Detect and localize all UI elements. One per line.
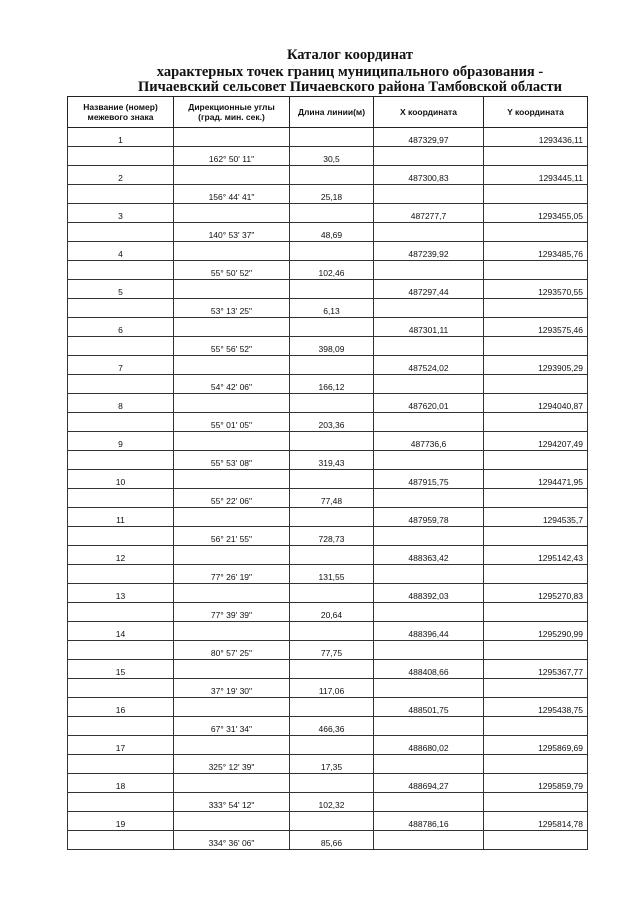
point-row — [68, 774, 588, 793]
segment-row — [68, 717, 588, 736]
line-length: 203,36 — [290, 413, 374, 432]
point-name: 19 — [68, 812, 174, 831]
empty-cell — [484, 565, 588, 584]
empty-cell — [174, 394, 290, 413]
direction-angle: 55° 56' 52" — [174, 337, 290, 356]
empty-cell — [68, 223, 174, 242]
empty-cell — [174, 166, 290, 185]
empty-cell — [484, 489, 588, 508]
empty-cell — [374, 375, 484, 394]
x-coordinate: 487297,44 — [374, 280, 484, 299]
empty-cell — [290, 166, 374, 185]
empty-cell — [374, 641, 484, 660]
point-row — [68, 318, 588, 337]
y-coordinate: 1294207,49 — [484, 432, 588, 451]
empty-cell — [290, 698, 374, 717]
segment-row — [68, 185, 588, 204]
empty-cell — [290, 470, 374, 489]
segment-row — [68, 603, 588, 622]
x-coordinate: 487915,75 — [374, 470, 484, 489]
point-name: 8 — [68, 394, 174, 413]
point-row — [68, 204, 588, 223]
table-header-row — [68, 97, 588, 128]
point-row — [68, 546, 588, 565]
x-coordinate: 487301,11 — [374, 318, 484, 337]
direction-angle: 54° 42' 06" — [174, 375, 290, 394]
point-name: 6 — [68, 318, 174, 337]
document-title: Каталог координат — [286, 47, 414, 63]
empty-cell — [68, 641, 174, 660]
empty-cell — [290, 622, 374, 641]
coordinates-table — [67, 96, 588, 850]
point-row — [68, 508, 588, 527]
y-coordinate: 1293905,29 — [484, 356, 588, 375]
point-row — [68, 470, 588, 489]
y-coordinate: 1295142,43 — [484, 546, 588, 565]
empty-cell — [290, 318, 374, 337]
header-y-coordinate: Y координата — [484, 97, 588, 128]
y-coordinate: 1294535,7 — [484, 508, 588, 527]
direction-angle: 77° 26' 19" — [174, 565, 290, 584]
empty-cell — [374, 147, 484, 166]
empty-cell — [374, 717, 484, 736]
empty-cell — [484, 679, 588, 698]
direction-angle: 77° 39' 39" — [174, 603, 290, 622]
line-length: 77,48 — [290, 489, 374, 508]
point-name: 4 — [68, 242, 174, 261]
empty-cell — [68, 185, 174, 204]
line-length: 6,13 — [290, 299, 374, 318]
empty-cell — [484, 603, 588, 622]
point-name: 9 — [68, 432, 174, 451]
direction-angle: 56° 21' 55" — [174, 527, 290, 546]
empty-cell — [68, 413, 174, 432]
empty-cell — [174, 584, 290, 603]
direction-angle: 55° 22' 06" — [174, 489, 290, 508]
x-coordinate: 488501,75 — [374, 698, 484, 717]
empty-cell — [174, 280, 290, 299]
empty-cell — [68, 755, 174, 774]
header-direction-angle: Дирекционные углы (град. мин. сек.) — [174, 97, 290, 128]
point-row — [68, 584, 588, 603]
line-length: 319,43 — [290, 451, 374, 470]
line-length: 728,73 — [290, 527, 374, 546]
empty-cell — [68, 147, 174, 166]
empty-cell — [484, 413, 588, 432]
segment-row — [68, 831, 588, 850]
x-coordinate: 487277,7 — [374, 204, 484, 223]
line-length: 48,69 — [290, 223, 374, 242]
empty-cell — [374, 527, 484, 546]
direction-angle: 37° 19' 30" — [174, 679, 290, 698]
direction-angle: 140° 53' 37" — [174, 223, 290, 242]
segment-row — [68, 451, 588, 470]
direction-angle: 156° 44' 41" — [174, 185, 290, 204]
y-coordinate: 1293436,11 — [484, 128, 588, 147]
empty-cell — [68, 793, 174, 812]
empty-cell — [374, 261, 484, 280]
empty-cell — [290, 280, 374, 299]
empty-cell — [68, 527, 174, 546]
empty-cell — [374, 489, 484, 508]
empty-cell — [290, 432, 374, 451]
empty-cell — [68, 261, 174, 280]
segment-row — [68, 375, 588, 394]
empty-cell — [290, 736, 374, 755]
empty-cell — [174, 736, 290, 755]
document-subtitle-line-2: Пичаевский сельсовет Пичаевского района Тамбовской области — [137, 79, 563, 95]
line-length: 102,46 — [290, 261, 374, 280]
empty-cell — [290, 508, 374, 527]
empty-cell — [484, 375, 588, 394]
segment-row — [68, 565, 588, 584]
empty-cell — [174, 128, 290, 147]
y-coordinate: 1295859,79 — [484, 774, 588, 793]
empty-cell — [174, 356, 290, 375]
x-coordinate: 487329,97 — [374, 128, 484, 147]
segment-row — [68, 793, 588, 812]
empty-cell — [174, 204, 290, 223]
line-length: 102,32 — [290, 793, 374, 812]
empty-cell — [174, 508, 290, 527]
point-name: 3 — [68, 204, 174, 223]
empty-cell — [484, 261, 588, 280]
empty-cell — [374, 299, 484, 318]
empty-cell — [374, 755, 484, 774]
point-row — [68, 698, 588, 717]
empty-cell — [484, 831, 588, 850]
empty-cell — [290, 204, 374, 223]
empty-cell — [374, 185, 484, 204]
line-length: 17,35 — [290, 755, 374, 774]
point-row — [68, 356, 588, 375]
empty-cell — [290, 242, 374, 261]
empty-cell — [174, 470, 290, 489]
segment-row — [68, 299, 588, 318]
point-name: 1 — [68, 128, 174, 147]
point-row — [68, 812, 588, 831]
empty-cell — [174, 774, 290, 793]
empty-cell — [374, 793, 484, 812]
point-row — [68, 128, 588, 147]
empty-cell — [374, 337, 484, 356]
y-coordinate: 1295367,77 — [484, 660, 588, 679]
line-length: 77,75 — [290, 641, 374, 660]
direction-angle: 162° 50' 11" — [174, 147, 290, 166]
y-coordinate: 1293455,05 — [484, 204, 588, 223]
line-length: 131,55 — [290, 565, 374, 584]
y-coordinate: 1295814,78 — [484, 812, 588, 831]
x-coordinate: 487300,83 — [374, 166, 484, 185]
point-row — [68, 432, 588, 451]
y-coordinate: 1295869,69 — [484, 736, 588, 755]
line-length: 20,64 — [290, 603, 374, 622]
empty-cell — [290, 356, 374, 375]
segment-row — [68, 261, 588, 280]
direction-angle: 53° 13' 25" — [174, 299, 290, 318]
empty-cell — [174, 660, 290, 679]
segment-row — [68, 413, 588, 432]
empty-cell — [290, 660, 374, 679]
empty-cell — [290, 812, 374, 831]
empty-cell — [484, 185, 588, 204]
empty-cell — [68, 299, 174, 318]
point-row — [68, 280, 588, 299]
point-name: 13 — [68, 584, 174, 603]
empty-cell — [174, 622, 290, 641]
empty-cell — [374, 679, 484, 698]
x-coordinate: 488396,44 — [374, 622, 484, 641]
line-length: 25,18 — [290, 185, 374, 204]
segment-row — [68, 223, 588, 242]
empty-cell — [484, 299, 588, 318]
y-coordinate: 1293485,76 — [484, 242, 588, 261]
point-row — [68, 736, 588, 755]
x-coordinate: 488680,02 — [374, 736, 484, 755]
empty-cell — [484, 527, 588, 546]
line-length: 30,5 — [290, 147, 374, 166]
empty-cell — [484, 755, 588, 774]
point-row — [68, 242, 588, 261]
direction-angle: 333° 54' 12" — [174, 793, 290, 812]
y-coordinate: 1293445,11 — [484, 166, 588, 185]
point-name: 17 — [68, 736, 174, 755]
empty-cell — [68, 717, 174, 736]
line-length: 117,06 — [290, 679, 374, 698]
point-name: 5 — [68, 280, 174, 299]
point-name: 2 — [68, 166, 174, 185]
x-coordinate: 488694,27 — [374, 774, 484, 793]
point-row — [68, 166, 588, 185]
line-length: 166,12 — [290, 375, 374, 394]
x-coordinate: 487239,92 — [374, 242, 484, 261]
empty-cell — [68, 451, 174, 470]
empty-cell — [174, 242, 290, 261]
point-name: 14 — [68, 622, 174, 641]
empty-cell — [290, 394, 374, 413]
document-subtitle-line-1: характерных точек границ муниципального образования - — [156, 64, 544, 80]
point-row — [68, 660, 588, 679]
empty-cell — [484, 793, 588, 812]
point-name: 16 — [68, 698, 174, 717]
y-coordinate: 1295270,83 — [484, 584, 588, 603]
x-coordinate: 487524,02 — [374, 356, 484, 375]
direction-angle: 80° 57' 25" — [174, 641, 290, 660]
empty-cell — [374, 413, 484, 432]
y-coordinate: 1294040,87 — [484, 394, 588, 413]
direction-angle: 55° 01' 05" — [174, 413, 290, 432]
empty-cell — [174, 318, 290, 337]
line-length: 85,66 — [290, 831, 374, 850]
segment-row — [68, 679, 588, 698]
y-coordinate: 1293575,46 — [484, 318, 588, 337]
point-name: 12 — [68, 546, 174, 565]
empty-cell — [374, 831, 484, 850]
empty-cell — [174, 812, 290, 831]
empty-cell — [484, 147, 588, 166]
x-coordinate: 488786,16 — [374, 812, 484, 831]
empty-cell — [484, 223, 588, 242]
header-point-name: Название (номер) межевого знака — [68, 97, 174, 128]
empty-cell — [68, 603, 174, 622]
y-coordinate: 1293570,55 — [484, 280, 588, 299]
point-name: 15 — [68, 660, 174, 679]
empty-cell — [68, 337, 174, 356]
segment-row — [68, 489, 588, 508]
line-length: 398,09 — [290, 337, 374, 356]
empty-cell — [68, 679, 174, 698]
empty-cell — [484, 337, 588, 356]
line-length: 466,36 — [290, 717, 374, 736]
x-coordinate: 487620,01 — [374, 394, 484, 413]
empty-cell — [68, 375, 174, 394]
empty-cell — [174, 546, 290, 565]
point-row — [68, 622, 588, 641]
x-coordinate: 488392,03 — [374, 584, 484, 603]
x-coordinate: 488363,42 — [374, 546, 484, 565]
segment-row — [68, 147, 588, 166]
direction-angle: 67° 31' 34" — [174, 717, 290, 736]
empty-cell — [484, 717, 588, 736]
x-coordinate: 487736,6 — [374, 432, 484, 451]
y-coordinate: 1295290,99 — [484, 622, 588, 641]
direction-angle: 334° 36' 06" — [174, 831, 290, 850]
empty-cell — [374, 451, 484, 470]
empty-cell — [374, 603, 484, 622]
y-coordinate: 1294471,95 — [484, 470, 588, 489]
direction-angle: 325° 12' 39" — [174, 755, 290, 774]
empty-cell — [290, 774, 374, 793]
x-coordinate: 488408,66 — [374, 660, 484, 679]
point-row — [68, 394, 588, 413]
empty-cell — [68, 489, 174, 508]
y-coordinate: 1295438,75 — [484, 698, 588, 717]
empty-cell — [290, 128, 374, 147]
empty-cell — [484, 641, 588, 660]
header-x-coordinate: X координата — [374, 97, 484, 128]
point-name: 10 — [68, 470, 174, 489]
segment-row — [68, 527, 588, 546]
point-name: 18 — [68, 774, 174, 793]
direction-angle: 55° 53' 08" — [174, 451, 290, 470]
point-name: 7 — [68, 356, 174, 375]
x-coordinate: 487959,78 — [374, 508, 484, 527]
segment-row — [68, 337, 588, 356]
header-line-length: Длина линии(м) — [290, 97, 374, 128]
point-name: 11 — [68, 508, 174, 527]
empty-cell — [290, 584, 374, 603]
empty-cell — [484, 451, 588, 470]
table-body — [68, 128, 588, 850]
empty-cell — [174, 698, 290, 717]
empty-cell — [374, 223, 484, 242]
empty-cell — [174, 432, 290, 451]
empty-cell — [374, 565, 484, 584]
segment-row — [68, 755, 588, 774]
direction-angle: 55° 50' 52" — [174, 261, 290, 280]
empty-cell — [68, 831, 174, 850]
empty-cell — [290, 546, 374, 565]
empty-cell — [68, 565, 174, 584]
segment-row — [68, 641, 588, 660]
